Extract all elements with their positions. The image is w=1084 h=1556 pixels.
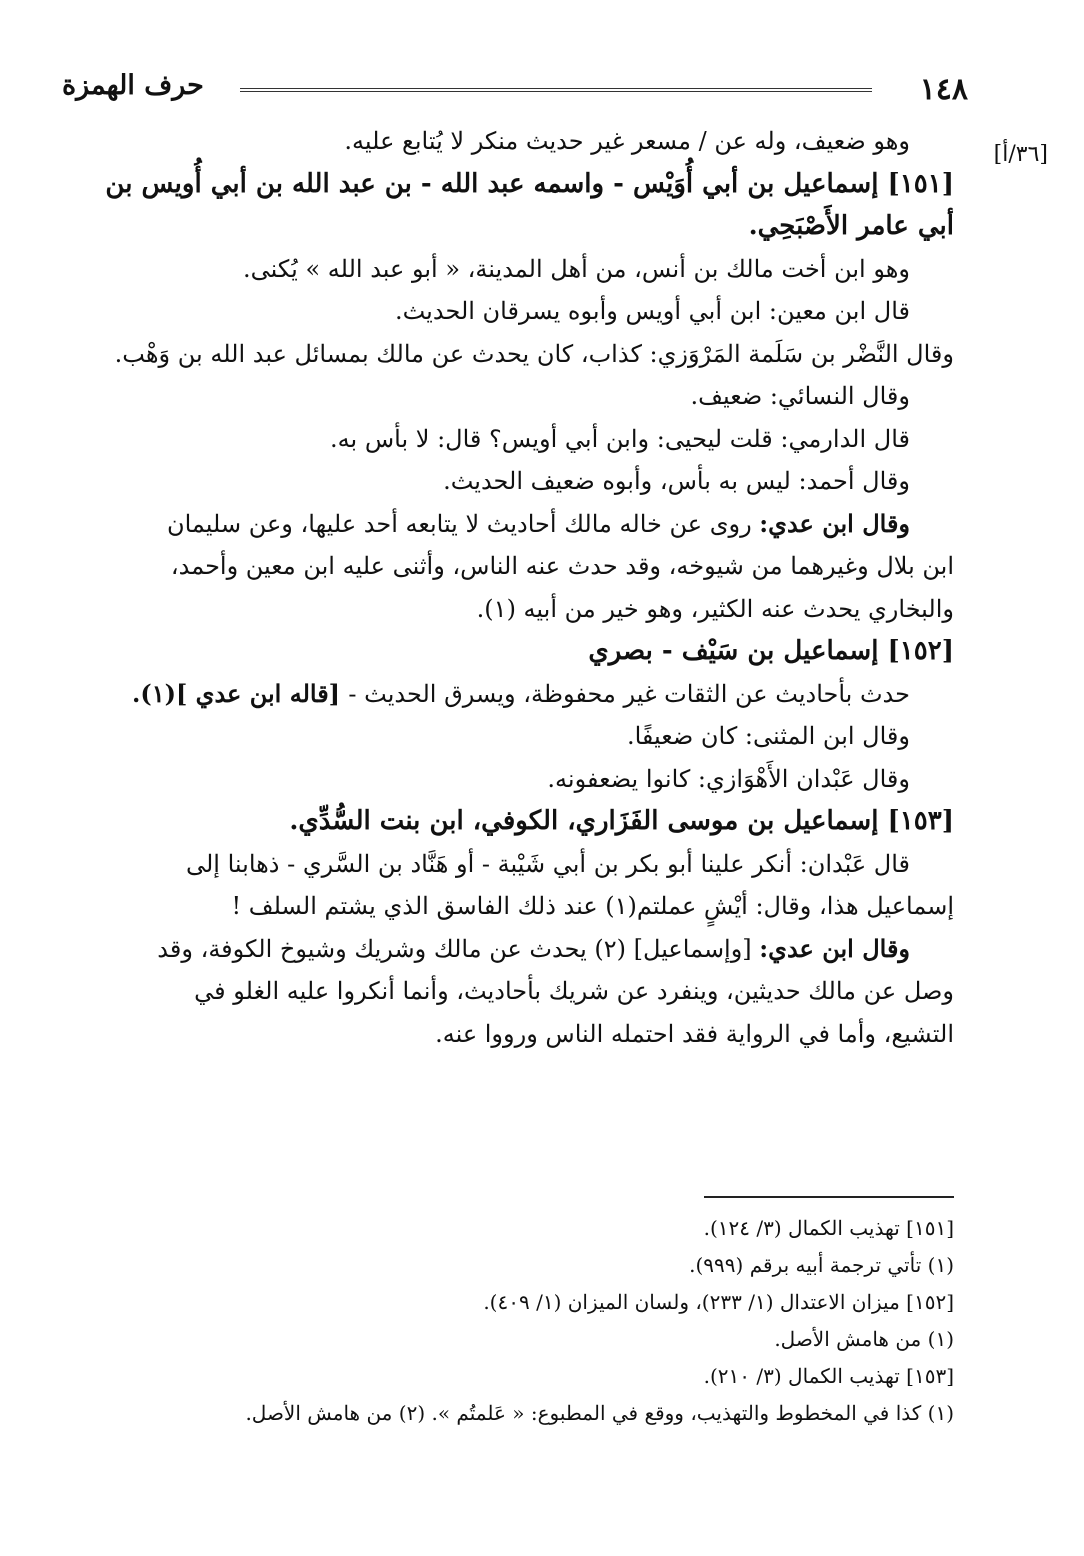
margin-reference: [٣٦/أ]	[993, 142, 1048, 167]
page-number: ١٤٨	[919, 72, 968, 107]
text-line: وقال النسائي: ضعيف.	[690, 382, 910, 410]
text-line: وقال ابن عدي: [وإسماعيل] (٢) يحدث عن مالك وشريك وشيوخ الكوفة، وقد	[157, 933, 910, 963]
speaker-label: وقال ابن عدي:	[759, 508, 910, 538]
text-line: وقال ابن المثنى: كان ضعيفًا.	[626, 722, 910, 750]
attribution: [قاله ابن عدي ](١).	[132, 678, 349, 708]
text-line: حدث بأحاديث عن الثقات غير محفوظة، ويسرق الحديث - [قاله ابن عدي ](١).	[132, 678, 910, 708]
text-line: وهو ابن أخت مالك بن أنس، من أهل المدينة، « أبو عبد الله » يُكنى.	[243, 254, 910, 283]
text-line: وهو ضعيف، وله عن / مسعر غير حديث منكر لا يُتابع عليه.	[344, 127, 910, 155]
text-line: وصل عن مالك حديثين، وينفرد عن شريك بأحاديث، وأنما أنكروا عليه الغلو في	[194, 977, 954, 1005]
footnote: (١) كذا في المخطوط والتهذيب، ووقع في المطبوع: « عَلمتُم ». (٢) من هامش الأصل.	[245, 1401, 954, 1425]
text-line: قال ابن معين: ابن أبي أويس وأبوه يسرقان الحديث.	[394, 297, 910, 325]
entry-heading-152: [١٥٢] إسماعيل بن سَيْف - بصري	[588, 636, 954, 666]
main-text	[92, 120, 954, 1055]
speaker-label: وقال ابن عدي:	[759, 933, 910, 963]
footnote: (١) تأتي ترجمة أبيه برقم (٩٩٩).	[689, 1253, 954, 1277]
text-line: إسماعيل هذا، وقال: أيْشٍ عملتم(١) عند ذلك الفاسق الذي يشتم السلف !	[231, 892, 954, 920]
text-line: وقال عَبْدان الأَهْوَازي: كانوا يضعفونه.	[547, 764, 910, 793]
text-line: ابن بلال وغيرهما من شيوخه، وقد حدث عنه الناس، وأثنى عليه ابن معين وأحمد،	[170, 552, 954, 580]
footnote: [١٥١] تهذيب الكمال (٣/ ١٢٤).	[703, 1216, 954, 1240]
running-title: حرف الهمزة	[62, 70, 204, 101]
text-line: وقال أحمد: ليس به بأس، وأبوه ضعيف الحديث.	[443, 467, 910, 495]
footnote: (١) من هامش الأصل.	[774, 1327, 954, 1351]
text-line: وقال النَّضْر بن سَلَمة المَرْوَزي: كذاب، كان يحدث عن مالك بمسائل عبد الله بن وَهْب.	[114, 339, 954, 368]
text-line: التشيع، وأما في الرواية فقد احتمله الناس ورووا عنه.	[435, 1019, 954, 1048]
text-line: قال الدارمي: قلت ليحيى: وابن أبي أويس؟ قال: لا بأس به.	[330, 424, 910, 453]
entry-heading-151: [١٥١] إسماعيل بن أبي أُوَيْس - واسمه عبد الله - بن عبد الله بن أبي أُويس بن أبي عامر الأَصْبَحِي.	[105, 168, 954, 241]
footnote: [١٥٢] ميزان الاعتدال (١/ ٢٣٣)، ولسان الميزان (١/ ٤٠٩).	[483, 1290, 954, 1314]
page-header	[50, 68, 1010, 108]
entry-heading-153: [١٥٣] إسماعيل بن موسى الفَزَاري، الكوفي، ابن بنت السُّدِّي.	[289, 806, 954, 836]
header-rule	[240, 88, 872, 92]
text-line: والبخاري يحدث عنه الكثير، وهو خير من أبيه (١).	[476, 594, 954, 623]
footnote: [١٥٣] تهذيب الكمال (٣/ ٢١٠).	[703, 1364, 954, 1388]
text-line: قال عَبْدان: أنكر علينا أبو بكر بن أبي شَيْبة - أو هَنَّاد بن السَّري - ذهابنا إلى	[185, 849, 910, 878]
text-line: وقال ابن عدي: روى عن خاله مالك أحاديث لا يتابعه أحد عليها، وعن سليمان	[166, 508, 910, 538]
footnotes	[92, 1210, 954, 1432]
footnote-separator	[704, 1196, 954, 1198]
